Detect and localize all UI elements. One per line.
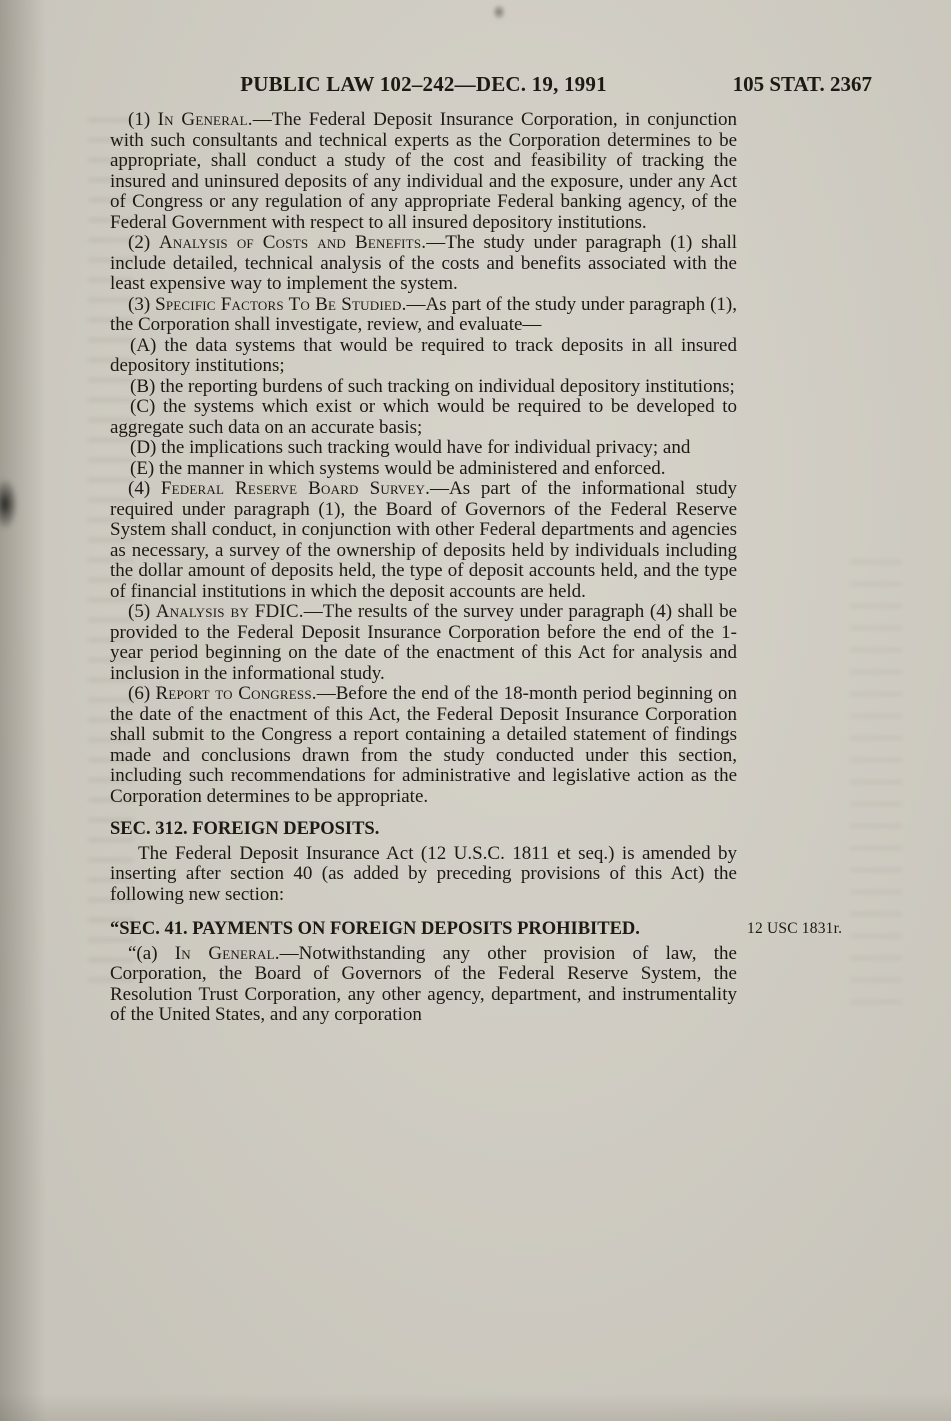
statute-paragraph-2 <box>110 233 737 295</box>
law-title: PUBLIC LAW 102–242—DEC. 19, 1991 <box>240 72 607 96</box>
paragraph-heading: Analysis of Costs and Benefits. <box>158 232 427 253</box>
subparagraph-E: (E) the manner in which systems would be administered and enforced. <box>130 457 666 479</box>
paragraph-text: —Notwithstanding any other provision of law, the Corporation, the Board of Governors of the Federal Reserve System, the Resolution Trust Corporation, any other agency, department, and instrumentality of the United States, and any corporation <box>110 942 737 1025</box>
paragraph-heading: Federal Reserve Board Survey. <box>160 478 431 499</box>
usc-margin-note: 12 USC 1831r. <box>747 920 843 937</box>
paragraph-label: “(a) <box>128 942 175 964</box>
scan-bottom-shadow <box>0 1393 951 1421</box>
paragraph-text: —Before the end of the 18-month period beginning on the date of the enactment of this Act, the Federal Deposit Insurance Corporation shall submit to the Congress a report containing a detailed statement of findings made and conclusions drawn from the study conducted under this section, including such recommendations for administrative and legislative action as the Corporation determines to be appropriate. <box>110 683 737 807</box>
scan-smudge <box>0 478 18 530</box>
paragraph-label: (5) <box>128 601 156 622</box>
paragraph-label: (4) <box>128 478 161 499</box>
text-column <box>110 109 843 1026</box>
bleedthrough-text-right <box>850 560 902 1020</box>
paragraph-text: —The Federal Deposit Insurance Corporation, in conjunction with such consultants and technical experts as the Corporation determines to be appropriate, shall conduct a study of the cost and feasibility of tracking the insured and uninsured deposits of any individual and the exposure, under any Act of Congress or any regulation of any appropriate Federal banking agency, of the Federal Government with respect to all insured depository institutions. <box>110 109 738 233</box>
subparagraph-A: (A) the data systems that would be required to track deposits in all insured depository institutions; <box>110 334 737 376</box>
paragraph-label: (6) <box>128 683 156 704</box>
paragraph-label: (1) <box>128 109 158 130</box>
section-312-heading: SEC. 312. FOREIGN DEPOSITS. <box>110 819 380 839</box>
section-41-heading <box>110 919 843 940</box>
paragraph-label: (3) <box>128 293 156 315</box>
subparagraph-D: (D) the implications such tracking would have for individual privacy; and <box>130 437 691 458</box>
paragraph-label: (2) <box>128 232 159 253</box>
subparagraph-B: (B) the reporting burdens of such tracking on individual depository institutions; <box>130 375 735 397</box>
paragraph-heading: In General. <box>157 109 253 130</box>
paragraph-heading: Specific Factors To Be Studied. <box>155 293 407 315</box>
running-header <box>110 72 872 100</box>
paragraph-heading: Analysis by FDIC. <box>155 601 304 622</box>
statute-paragraph-4 <box>110 479 737 602</box>
statute-paragraph-1 <box>110 110 737 233</box>
paragraph-heading: Report to Congress. <box>155 683 317 704</box>
paragraph-text: —The study under paragraph (1) shall include detailed, technical analysis of the costs and benefits associated with the least expensive way to implement the system. <box>110 232 738 294</box>
stat-page-number: 105 STAT. 2367 <box>732 72 872 96</box>
scan-top-mark <box>492 4 506 20</box>
paragraph-text: —As part of the informational study required under paragraph (1), the Board of Governors of the Federal Reserve System shall conduct, in conjunction with other Federal departments and agencies as necessary, a survey of the ownership of deposits held by individuals including the dollar amount of deposits held, the type of deposit accounts held, and the type of financial institutions in which the deposit accounts are held. <box>110 478 737 602</box>
section-312-body: The Federal Deposit Insurance Act (12 U.S.C. 1811 et seq.) is amended by inserting after section 40 (as added by preceding provisions of this Act) the following new section: <box>110 842 737 905</box>
statute-paragraph-3 <box>110 295 737 336</box>
subparagraph-C: (C) the systems which exist or which would be required to be developed to aggregate such data on an accurate basis; <box>110 396 737 438</box>
statute-paragraph-6 <box>110 684 737 807</box>
paragraph-text: —As part of the study under paragraph (1), the Corporation shall investigate, review, and evaluate— <box>110 293 738 335</box>
scan-edge-shadow <box>0 0 46 1421</box>
section-41-heading-text: “SEC. 41. PAYMENTS ON FOREIGN DEPOSITS PROHIBITED. <box>110 919 640 939</box>
statute-paragraph-5 <box>110 602 737 684</box>
paragraph-heading: In General. <box>174 942 280 964</box>
paragraph-text: —The results of the survey under paragraph (4) shall be provided to the Federal Deposit Insurance Corporation before the end of the 1-year period beginning on the date of the enactment of this Act for analysis and inclusion in the informational study. <box>110 601 738 684</box>
section-41-paragraph-a <box>110 944 737 1026</box>
